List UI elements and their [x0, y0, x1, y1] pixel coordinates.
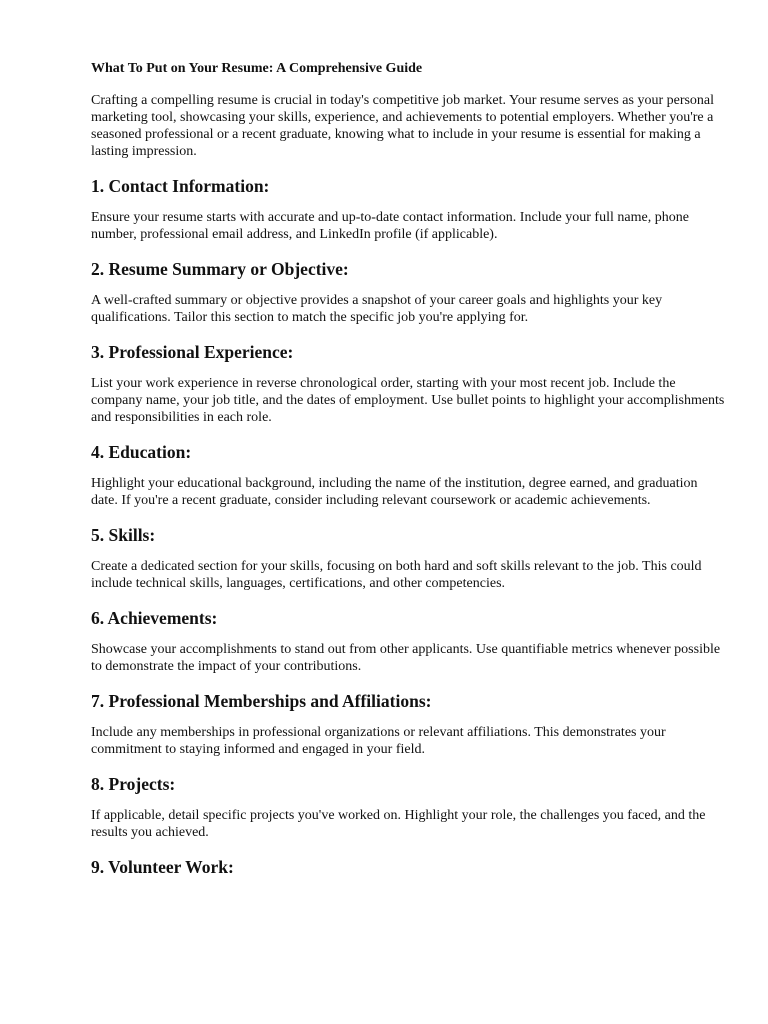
section-skills — [91, 525, 727, 592]
section-body: A well-crafted summary or objective provides a snapshot of your career goals and highlights your key qualifications. Tailor this section to match the specific job you're applying for. — [91, 293, 663, 325]
section-heading: 5. Skills: — [91, 525, 156, 545]
section-contact-information — [91, 176, 727, 243]
section-professional-experience — [91, 342, 727, 426]
section-heading: 4. Education: — [91, 442, 192, 462]
section-resume-summary — [91, 259, 727, 326]
intro-paragraph: Crafting a compelling resume is crucial in today's competitive job market. Your resume serves as your personal marketing tool, showcasing your skills, experience, and achievements to potential employers. Whether you're a seasoned professional or a recent graduate, knowing what to include in your resume is essential for making a lasting impression. — [91, 93, 715, 159]
section-body: List your work experience in reverse chronological order, starting with your most recent job. Include the company name, your job title, and the dates of employment. Use bullet points to highlight your accomplishments and responsibilities in each role. — [91, 376, 725, 425]
section-memberships — [91, 691, 727, 758]
document-title: What To Put on Your Resume: A Comprehensive Guide — [91, 61, 423, 76]
section-volunteer-work — [91, 857, 727, 877]
section-heading: 8. Projects: — [91, 774, 176, 794]
section-body: Ensure your resume starts with accurate and up-to-date contact information. Include your full name, phone number, professional email address, and LinkedIn profile (if applicable). — [91, 210, 689, 242]
section-projects — [91, 774, 727, 841]
section-body: Create a dedicated section for your skills, focusing on both hard and soft skills relevant to the job. This could include technical skills, languages, certifications, and other competencies. — [91, 559, 702, 591]
section-heading: 6. Achievements: — [91, 608, 218, 628]
section-body: Highlight your educational background, including the name of the institution, degree earned, and graduation date. If you're a recent graduate, consider including relevant coursework or academic achievements. — [91, 476, 698, 508]
section-education — [91, 442, 727, 509]
section-heading: 1. Contact Information: — [91, 176, 270, 196]
section-heading: 7. Professional Memberships and Affiliations: — [91, 691, 432, 711]
section-body: If applicable, detail specific projects you've worked on. Highlight your role, the challenges you faced, and the results you achieved. — [91, 808, 706, 840]
section-body: Showcase your accomplishments to stand out from other applicants. Use quantifiable metrics whenever possible to demonstrate the impact of your contributions. — [91, 642, 721, 674]
document-page — [91, 60, 727, 890]
section-heading: 9. Volunteer Work: — [91, 857, 234, 877]
section-heading: 2. Resume Summary or Objective: — [91, 259, 349, 279]
section-achievements — [91, 608, 727, 675]
section-heading: 3. Professional Experience: — [91, 342, 294, 362]
section-body: Include any memberships in professional organizations or relevant affiliations. This demonstrates your commitment to staying informed and engaged in your field. — [91, 725, 666, 757]
